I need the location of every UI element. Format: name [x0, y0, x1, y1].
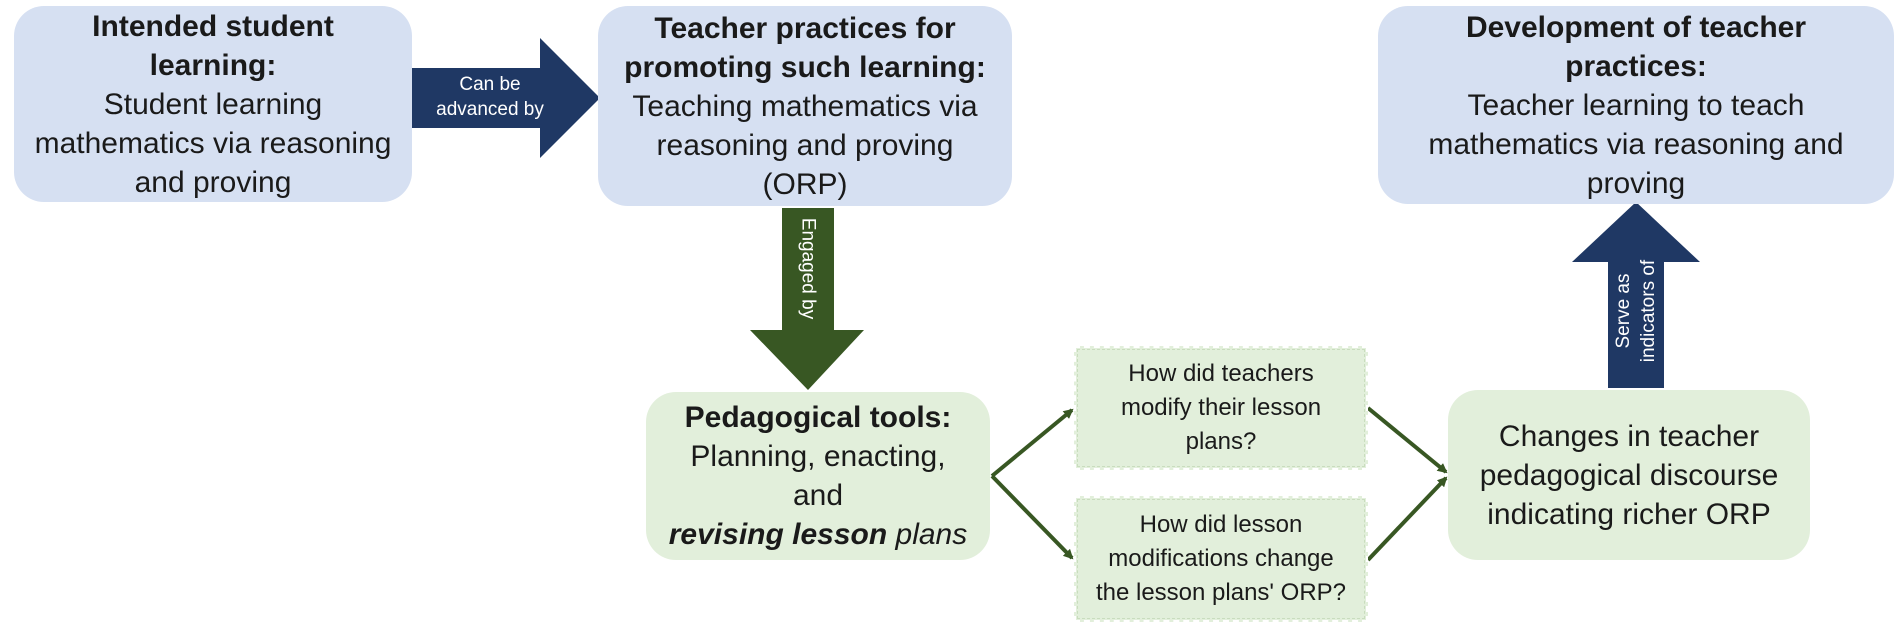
development-line: Teacher learning to teach — [1467, 88, 1805, 122]
plans-text: plans — [887, 518, 968, 551]
intended-learning-title: Intended student learning: — [92, 9, 334, 82]
teacher-practices-box — [598, 6, 1012, 206]
question-change-line: the lesson plans' ORP? — [1095, 579, 1347, 606]
question-modify-line: modify their lesson — [1120, 394, 1322, 421]
question-modify-line: plans? — [1185, 428, 1257, 455]
connector-tools-to-q1 — [992, 410, 1072, 476]
indicators-arrow-label — [1611, 251, 1661, 371]
development-box — [1378, 6, 1894, 204]
indicators-label-line: Serve as — [1613, 273, 1634, 349]
connector-q2-to-changes — [1368, 478, 1446, 560]
advanced-label-line: Can be — [459, 74, 521, 95]
development-line: proving — [1586, 166, 1686, 200]
question-modify-box — [1074, 346, 1368, 470]
intended-learning-box — [14, 6, 412, 202]
engaged-arrow-label: Engaged by — [797, 217, 819, 320]
advanced-label-line: advanced by — [436, 99, 544, 120]
revising-lesson-text: revising lesson — [668, 518, 888, 551]
pedagogical-tools-title: Pedagogical tools: — [684, 401, 952, 434]
intended-learning-line: mathematics via reasoning — [34, 126, 392, 160]
teacher-practices-title-line: Teacher practices for — [654, 11, 956, 45]
pedagogical-tools-line: Planning, enacting, and — [690, 440, 946, 512]
teacher-practices-line: Teaching mathematics via — [632, 89, 978, 123]
discourse-changes-line: Changes in teacher — [1498, 419, 1760, 453]
connector-tools-to-q2 — [992, 476, 1072, 558]
connector-q1-to-changes — [1368, 408, 1446, 472]
question-change-line: modifications change — [1108, 545, 1334, 572]
discourse-changes-line: indicating richer ORP — [1487, 497, 1771, 531]
pedagogical-tools-box — [646, 392, 990, 560]
development-line: mathematics via reasoning and — [1428, 127, 1844, 161]
question-change-line: How did lesson — [1139, 511, 1303, 538]
advanced-arrow-label — [420, 72, 560, 122]
indicators-label-line: indicators of — [1638, 259, 1659, 363]
pedagogical-tools-line-emphasis — [669, 515, 968, 554]
intended-learning-line: and proving — [134, 165, 292, 199]
intended-learning-line: Student learning — [103, 87, 323, 121]
discourse-changes-line: pedagogical discourse — [1479, 458, 1779, 492]
teacher-practices-title-line: promoting such learning: — [624, 50, 986, 84]
development-title: Development of teacher practices: — [1465, 10, 1807, 83]
question-change-box — [1074, 496, 1368, 622]
discourse-changes-box — [1448, 390, 1810, 560]
teacher-practices-line: reasoning and proving (ORP) — [656, 128, 954, 201]
question-modify-line: How did teachers — [1128, 360, 1314, 387]
